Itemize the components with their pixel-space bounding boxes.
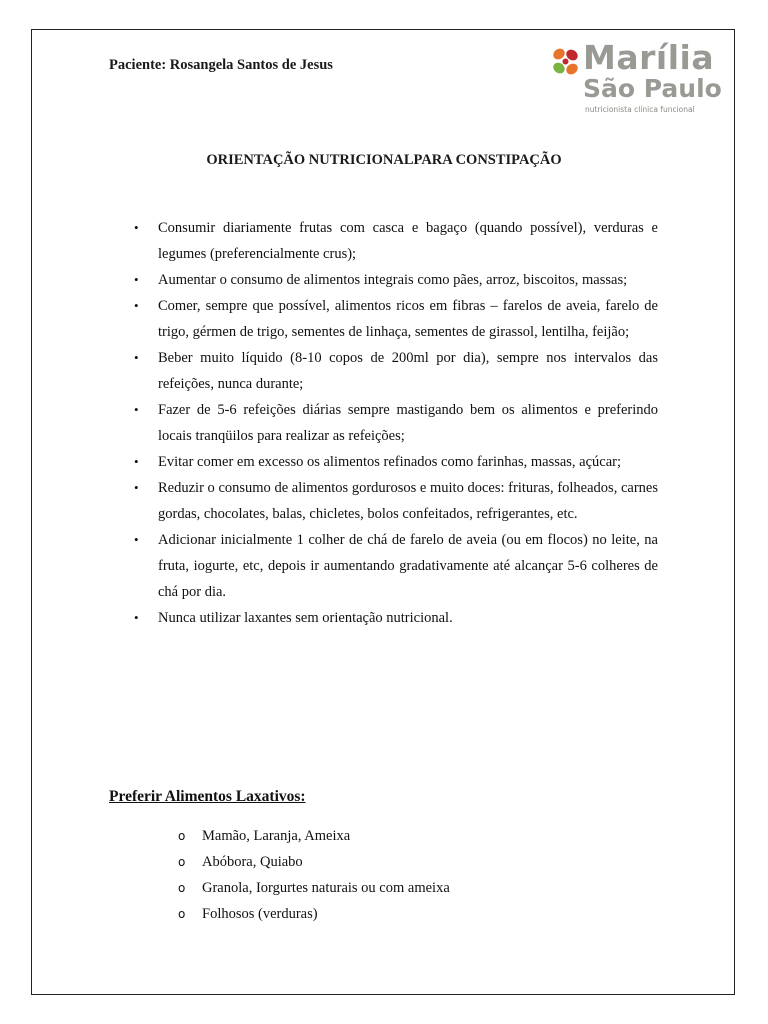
recommendation-text: Beber muito líquido (8-10 copos de 200ml por dia), sempre nos intervalos das refeições, nunca durante; xyxy=(158,350,658,392)
recommendation-text: Aumentar o consumo de alimentos integrais como pães, arroz, biscoitos, massas; xyxy=(158,272,628,288)
list-item xyxy=(178,849,450,875)
list-item xyxy=(133,345,658,397)
list-item xyxy=(133,449,658,475)
logo-city: São Paulo xyxy=(583,74,722,103)
circle-bullet-icon: o xyxy=(178,829,186,843)
list-item xyxy=(178,875,450,901)
laxative-foods-list xyxy=(178,823,450,927)
list-item xyxy=(133,605,658,631)
list-item xyxy=(133,475,658,527)
circle-bullet-icon: o xyxy=(178,907,186,921)
patient-name: Paciente: Rosangela Santos de Jesus xyxy=(109,57,333,73)
bullet-icon: • xyxy=(134,220,139,235)
document-title: ORIENTAÇÃO NUTRICIONALPARA CONSTIPAÇÃO xyxy=(206,152,562,168)
logo-name: Marília xyxy=(583,38,715,77)
food-item-text: Abóbora, Quiabo xyxy=(202,854,303,870)
bullet-icon: • xyxy=(134,454,139,469)
list-item xyxy=(133,527,658,605)
recommendation-text: Consumir diariamente frutas com casca e bagaço (quando possível), verduras e legumes (preferencialmente crus); xyxy=(158,220,658,262)
recommendation-text: Fazer de 5-6 refeições diárias sempre mastigando bem os alimentos e preferindo locais tranqüilos para realizar as refeições; xyxy=(158,402,658,444)
recommendation-text: Evitar comer em excesso os alimentos refinados como farinhas, massas, açúcar; xyxy=(158,454,622,470)
food-item-text: Mamão, Laranja, Ameixa xyxy=(202,828,351,844)
recommendations-list xyxy=(133,215,658,631)
bullet-icon: • xyxy=(134,272,139,287)
food-item-text: Folhosos (verduras) xyxy=(202,906,318,922)
list-item xyxy=(178,901,450,927)
bullet-icon: • xyxy=(134,480,139,495)
list-item xyxy=(133,215,658,267)
bullet-icon: • xyxy=(134,350,139,365)
bullet-icon: • xyxy=(134,298,139,313)
logo-leaf-icon xyxy=(550,46,582,80)
recommendation-text: Comer, sempre que possível, alimentos ricos em fibras – farelos de aveia, farelo de trigo, gérmen de trigo, sementes de linhaça, sementes de girassol, lentilha, feijão; xyxy=(158,298,658,340)
brand-logo xyxy=(550,38,722,120)
laxative-foods-heading: Preferir Alimentos Laxativos: xyxy=(109,788,306,805)
food-item-text: Granola, Iorgurtes naturais ou com ameixa xyxy=(202,880,450,896)
recommendation-text: Adicionar inicialmente 1 colher de chá de farelo de aveia (ou em flocos) no leite, na fruta, iogurte, etc, depois ir aumentando gradativamente até alcançar 5-6 colheres de chá por dia. xyxy=(158,532,658,600)
list-item xyxy=(133,397,658,449)
recommendation-text: Nunca utilizar laxantes sem orientação nutricional. xyxy=(158,610,453,626)
bullet-icon: • xyxy=(134,532,139,547)
recommendation-text: Reduzir o consumo de alimentos gordurosos e muito doces: frituras, folheados, carnes gordas, chocolates, balas, chicletes, bolos confeitados, refrigerantes, etc. xyxy=(158,480,658,522)
bullet-icon: • xyxy=(134,402,139,417)
bullet-icon: • xyxy=(134,610,139,625)
circle-bullet-icon: o xyxy=(178,881,186,895)
circle-bullet-icon: o xyxy=(178,855,186,869)
list-item xyxy=(133,267,658,293)
list-item xyxy=(133,293,658,345)
list-item xyxy=(178,823,450,849)
logo-tagline: nutricionista clínica funcional xyxy=(585,105,695,114)
